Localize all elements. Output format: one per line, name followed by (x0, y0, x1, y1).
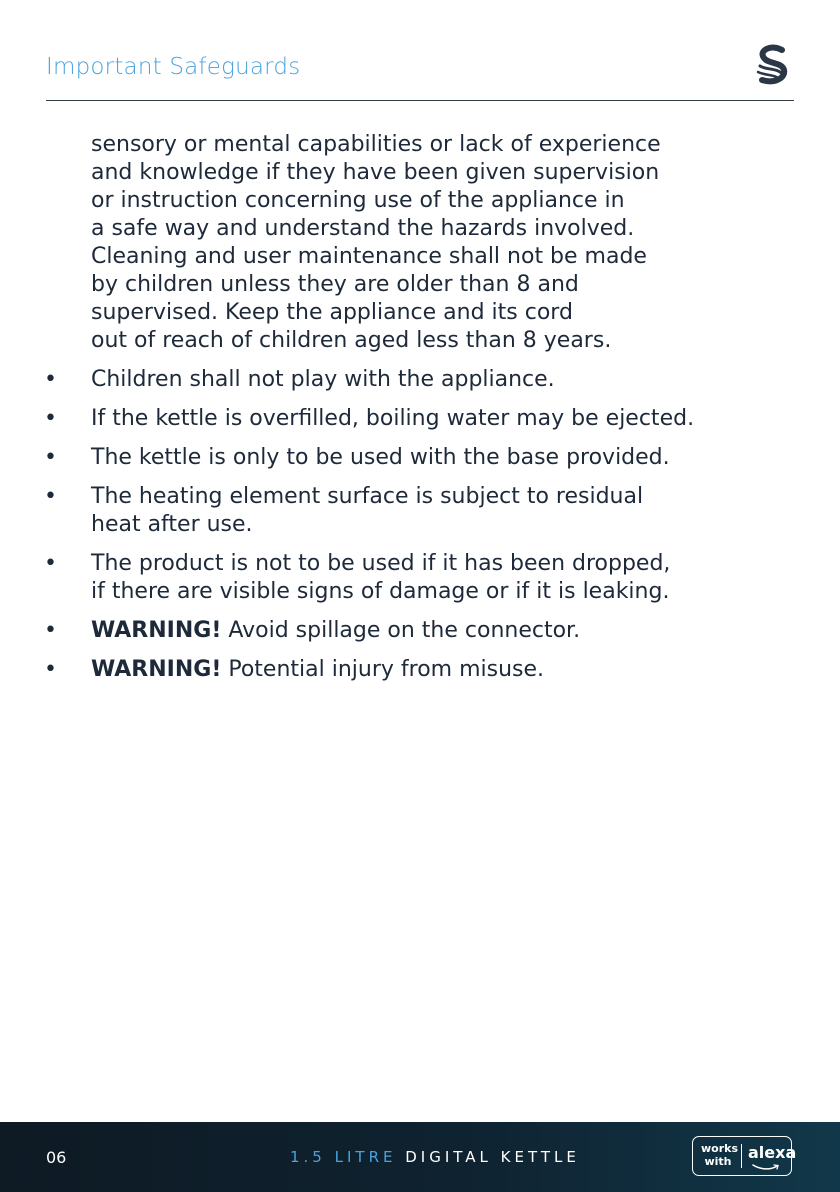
list-item-warning (46, 656, 806, 684)
bullet-text: The kettle is only to be used with the base provided. (91, 445, 670, 470)
bullet-point: • (44, 445, 57, 470)
badge-works-text: works (701, 1142, 739, 1155)
product-size: 1.5 LITRE (290, 1148, 397, 1166)
page-number: 06 (46, 1148, 67, 1167)
badge-with-text: with (704, 1155, 732, 1168)
bullet-text: If the kettle is overfilled, boiling water may be ejected. (91, 406, 695, 431)
text-line: a safe way and understand the hazards involved. (91, 216, 635, 241)
bullet-point: • (44, 657, 57, 682)
bullet-point: • (44, 406, 57, 431)
amazon-smile-icon (751, 1163, 781, 1171)
safeguards-content (46, 131, 806, 695)
page-footer (0, 1122, 840, 1192)
bullet-text: Potential injury from misuse. (221, 657, 545, 682)
bullet-text: Children shall not play with the appliance. (91, 367, 555, 392)
text-line: sensory or mental capabilities or lack of experience (91, 132, 661, 157)
header-divider (46, 100, 794, 101)
swan-s-logo-icon (752, 44, 796, 88)
badge-divider (741, 1144, 742, 1168)
bullet-text: The heating element surface is subject to residual (91, 484, 644, 509)
warning-label: WARNING! (91, 657, 222, 682)
page-title: Important Safeguards (46, 54, 301, 80)
alexa-wordmark: alexa (748, 1143, 797, 1162)
warning-label: WARNING! (91, 618, 222, 643)
text-line: by children unless they are older than 8 and (91, 272, 579, 297)
list-item (46, 483, 806, 539)
text-line: Cleaning and user maintenance shall not be made (91, 244, 647, 269)
intro-paragraph (46, 131, 806, 355)
product-name: DIGITAL KETTLE (405, 1148, 580, 1166)
works-with-alexa-badge (692, 1136, 797, 1176)
text-line: out of reach of children aged less than 8 years. (91, 328, 612, 353)
bullet-text: heat after use. (91, 512, 253, 537)
bullet-text: Avoid spillage on the connector. (221, 618, 581, 643)
list-item (46, 444, 806, 472)
list-item-warning (46, 617, 806, 645)
bullet-text: The product is not to be used if it has been dropped, (91, 551, 671, 576)
text-line: or instruction concerning use of the appliance in (91, 188, 625, 213)
text-line: and knowledge if they have been given supervision (91, 160, 660, 185)
bullet-point: • (44, 484, 57, 509)
bullet-point: • (44, 367, 57, 392)
bullet-point: • (44, 618, 57, 643)
bullet-point: • (44, 551, 57, 576)
product-title (290, 1148, 580, 1166)
list-item (46, 550, 806, 606)
list-item (46, 366, 806, 394)
text-line: supervised. Keep the appliance and its cord (91, 300, 573, 325)
bullet-text: if there are visible signs of damage or if it is leaking. (91, 579, 670, 604)
list-item (46, 405, 806, 433)
